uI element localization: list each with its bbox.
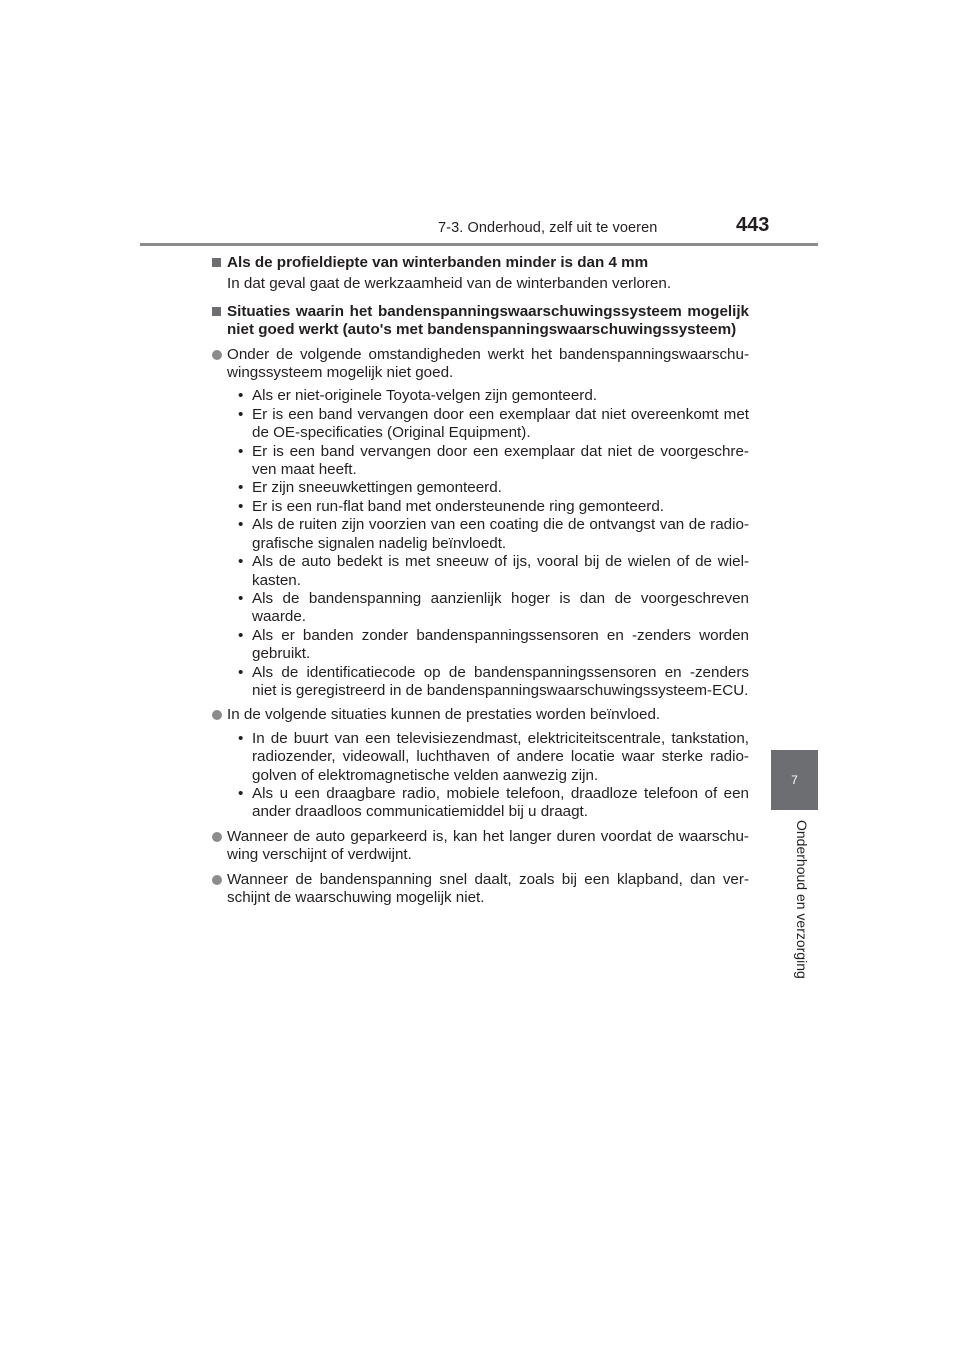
sub-list-item [212, 553, 749, 590]
sub-list-item [212, 627, 749, 664]
dot-marker: • [238, 387, 244, 405]
sub-list-item [212, 498, 749, 516]
sub-item-text: Er is een band vervangen door een exemplaar dat niet overeenkomt met de OE-specificaties (Original Equipment). [252, 405, 749, 442]
sub-list-item [212, 479, 749, 497]
page-number: 443 [736, 214, 770, 236]
sub-item-text: Als de bandenspanning aanzienlijk hoger is dan de voorgeschreven waarde. [252, 589, 749, 626]
bullet-item [212, 828, 749, 865]
sub-list-item [212, 785, 749, 822]
sub-item-text: Als er niet-originele Toyota-velgen zijn gemonteerd. [252, 387, 598, 405]
chapter-number: 7 [791, 773, 798, 787]
dot-marker: • [238, 516, 244, 534]
sub-item-text: Als u een draagbare radio, mobiele telefoon, draadloze telefoon of een ander draadloos communicatiemiddel bij u draagt. [252, 784, 749, 821]
circle-bullet-icon [212, 832, 222, 842]
sub-item-text: Er zijn sneeuwkettingen gemonteerd. [252, 479, 502, 497]
dot-marker: • [238, 479, 244, 497]
paragraph: In dat geval gaat de werkzaamheid van de winterbanden verloren. [227, 275, 672, 293]
section-heading [212, 303, 749, 340]
dot-marker: • [238, 626, 244, 644]
bullet-item [212, 346, 749, 383]
sub-list-item [212, 730, 749, 785]
dot-marker: • [238, 553, 244, 571]
heading-text: Als de profieldiepte van winterbanden minder is dan 4 mm [227, 254, 649, 271]
sub-list-item [212, 406, 749, 443]
square-bullet-icon [212, 258, 221, 267]
bullet-item [212, 871, 749, 908]
heading-text: Situaties waarin het bandenspanningswaarschuwingssysteem mogelijk niet goed werkt (auto's met bandenspanningswaarschuwingssysteem) [227, 302, 749, 339]
sub-list-item [212, 664, 749, 701]
chapter-number-tab [771, 750, 818, 810]
sub-item-text: Als de ruiten zijn voorzien van een coating die de ontvangst van de radio-grafische signalen nadelig beïnvloedt. [252, 516, 749, 552]
dot-marker: • [238, 784, 244, 802]
dot-marker: • [238, 729, 244, 747]
circle-bullet-icon [212, 350, 222, 360]
sub-item-text: Als de identificatiecode op de bandenspanningssensoren en -zenders niet is geregistreerd in de bandenspanningswaarschuwingssysteem-ECU. [252, 663, 749, 699]
chapter-title: Onderhoud en verzorging [794, 820, 810, 979]
bullet-item [212, 706, 749, 724]
sub-list [212, 387, 749, 700]
dot-marker: • [238, 663, 244, 681]
dot-marker: • [238, 442, 244, 460]
bullet-list [212, 346, 749, 908]
sub-item-text: Als de auto bedekt is met sneeuw of ijs, vooral bij de wielen of de wiel-kasten. [252, 553, 749, 589]
bullet-text: Wanneer de bandenspanning snel daalt, zoals bij een klapband, dan ver-schijnt de waarschuwing mogelijk niet. [227, 870, 749, 906]
header-divider [140, 243, 818, 246]
circle-bullet-icon [212, 710, 222, 720]
page-content [212, 254, 749, 907]
dot-marker: • [238, 405, 244, 423]
dot-marker: • [238, 497, 244, 515]
section-header: 7-3. Onderhoud, zelf uit te voeren [438, 220, 658, 236]
sub-item-text: Als er banden zonder bandenspanningssensoren en -zenders worden gebruikt. [252, 626, 749, 663]
sub-list-item [212, 590, 749, 627]
square-bullet-icon [212, 307, 221, 316]
dot-marker: • [238, 589, 244, 607]
sub-list [212, 730, 749, 822]
sub-list-item [212, 443, 749, 480]
bullet-text: In de volgende situaties kunnen de prestaties worden beïnvloed. [227, 706, 661, 724]
section-heading [212, 254, 749, 272]
sub-list-item [212, 516, 749, 553]
bullet-text: Onder de volgende omstandigheden werkt het bandenspanningswaarschu-wingssysteem mogelijk niet goed. [227, 345, 749, 382]
sub-item-text: In de buurt van een televisiezendmast, elektriciteitscentrale, tankstation, radiozender, videowall, luchthaven of andere locatie waar sterke radio-golven of elektromagnetische velden aanwezig zijn. [252, 729, 749, 784]
circle-bullet-icon [212, 875, 222, 885]
sub-list-item [212, 387, 749, 405]
sub-item-text: Er is een run-flat band met ondersteunende ring gemonteerd. [252, 497, 665, 515]
bullet-text: Wanneer de auto geparkeerd is, kan het langer duren voordat de waarschu-wing verschijnt of verdwijnt. [227, 827, 749, 864]
sub-item-text: Er is een band vervangen door een exemplaar dat niet de voorgeschre-ven maat heeft. [252, 442, 749, 479]
